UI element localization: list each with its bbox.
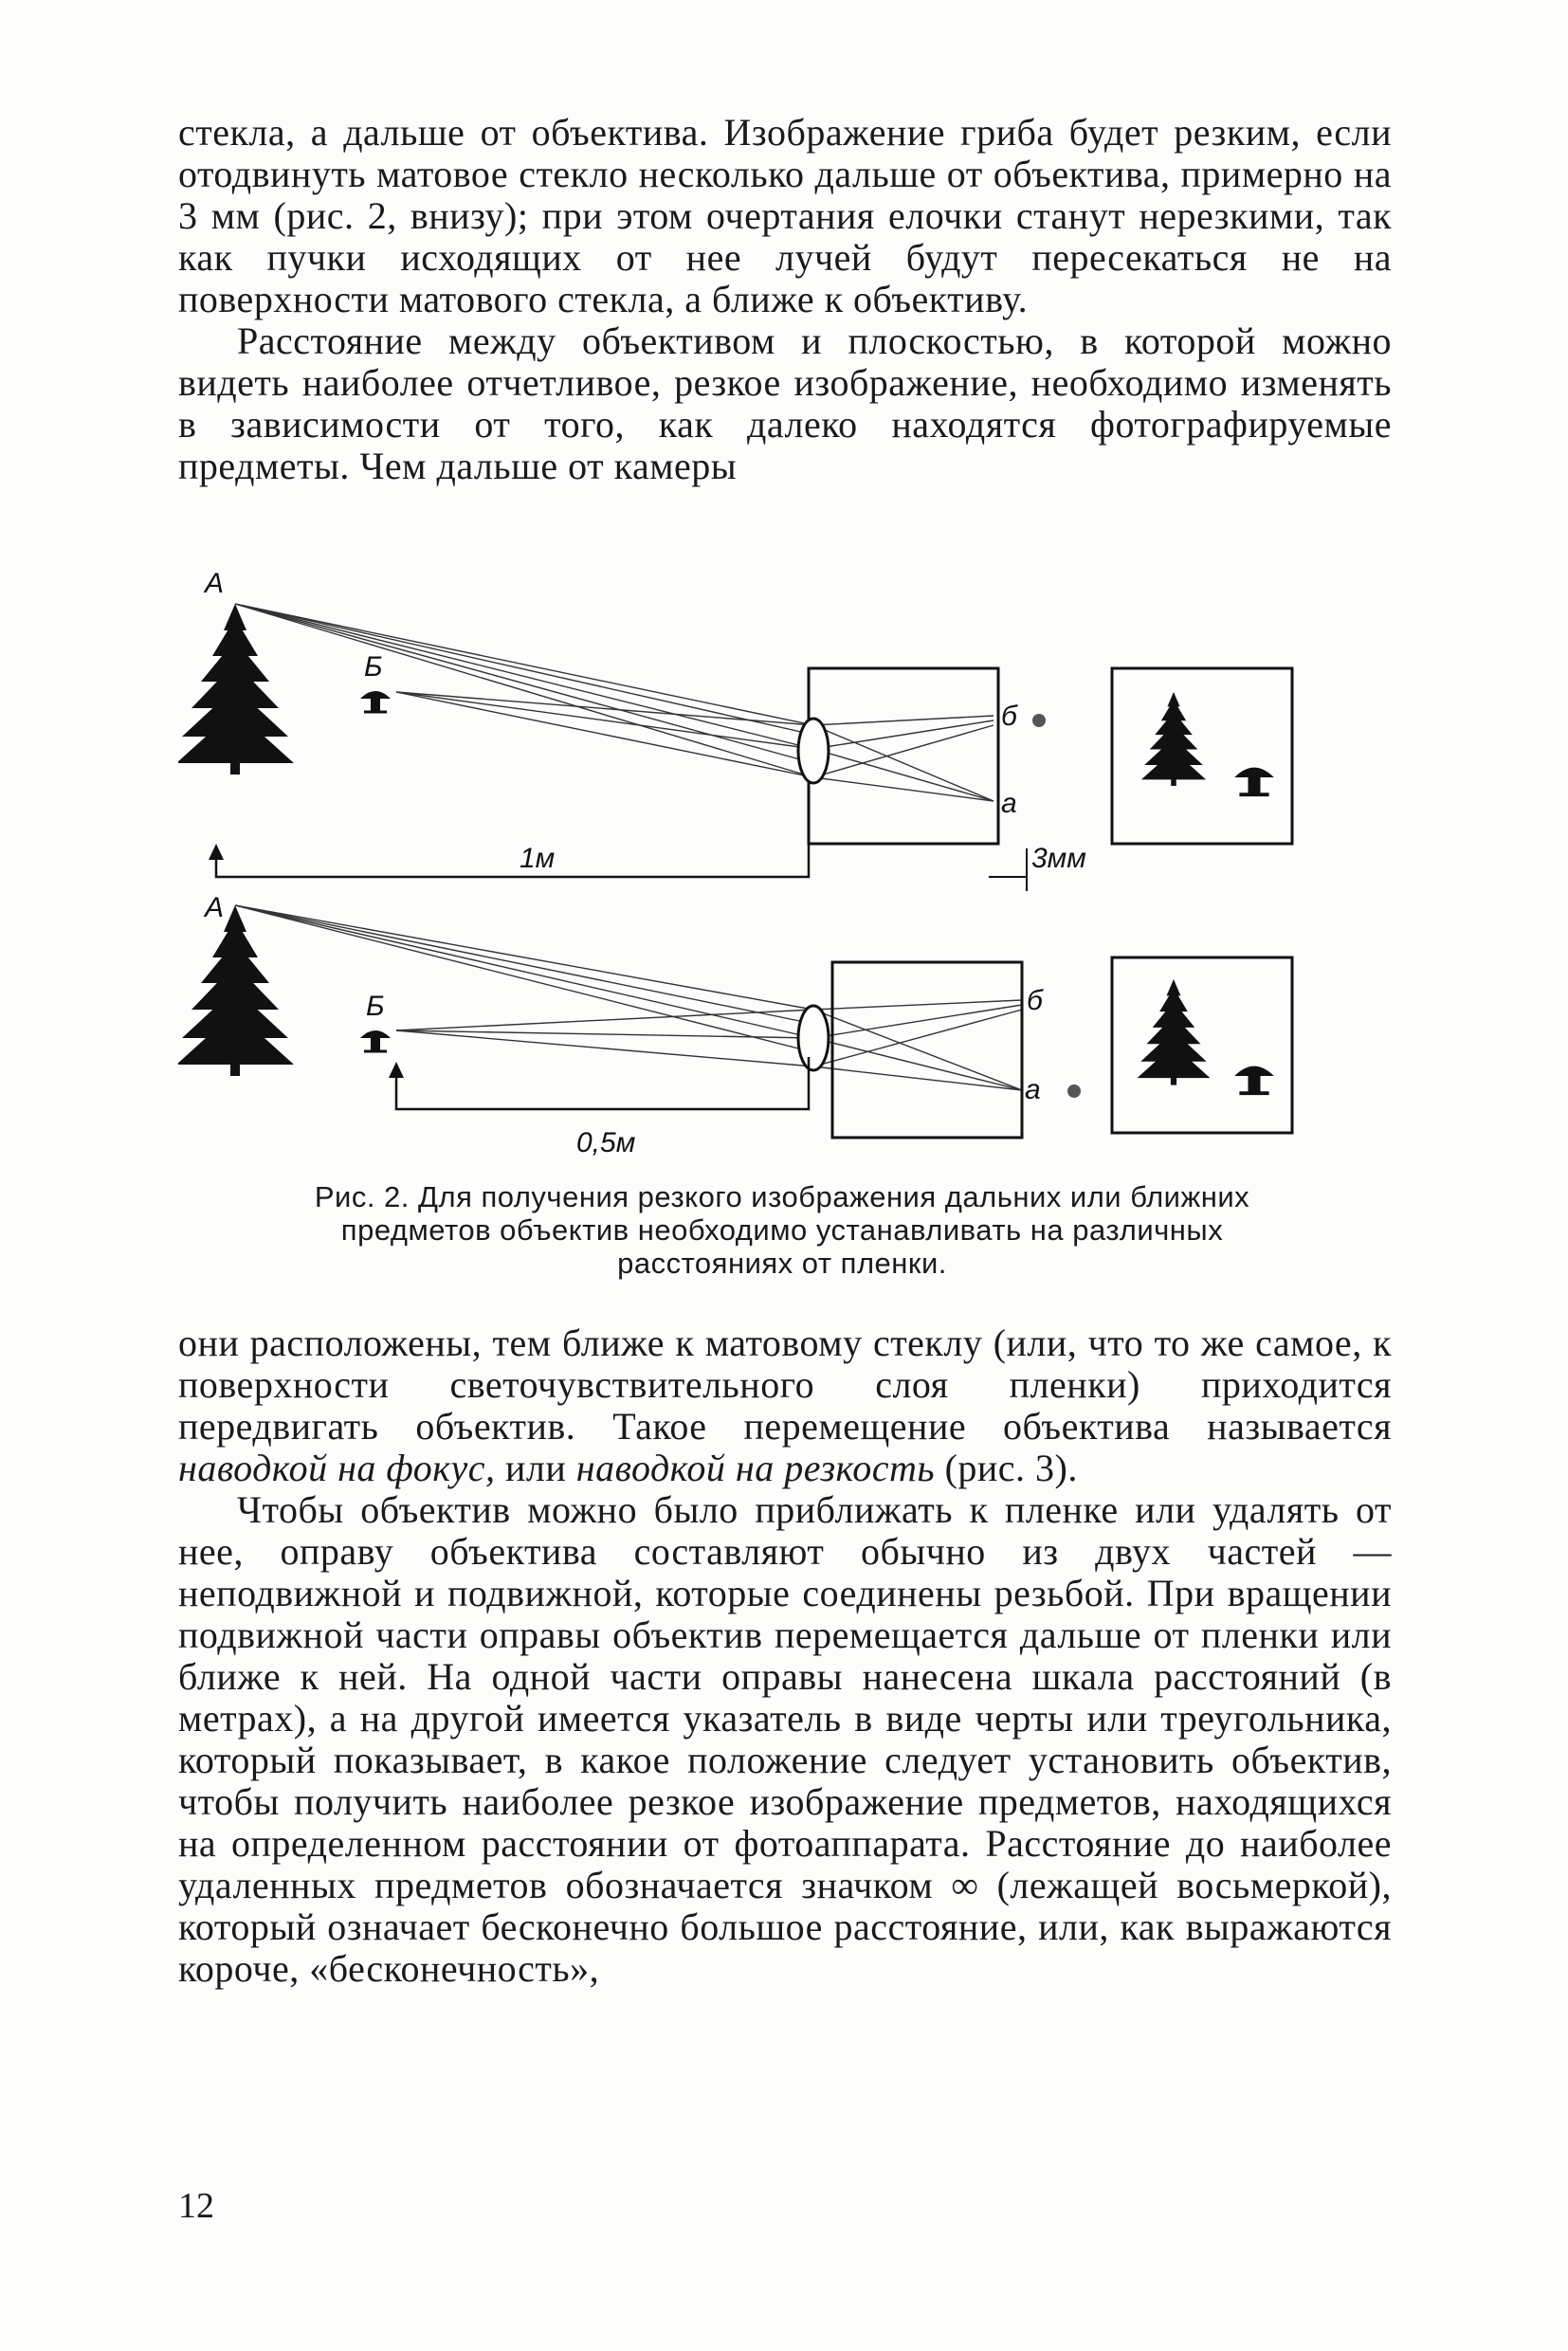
blurred-tree-bottom (1067, 1084, 1081, 1098)
dimension-1m (216, 839, 809, 877)
mushroom-preview-bottom-icon (1234, 1066, 1274, 1094)
label-a-top: а (1001, 788, 1017, 819)
term-sharpness: наводкой на резкость (575, 1447, 936, 1489)
figure-2 (178, 564, 1392, 1285)
mushroom-preview-top-icon (1234, 768, 1274, 795)
label-B-bottom: Б (366, 991, 385, 1022)
paragraph-3-mid: или (495, 1447, 576, 1489)
label-A-bottom: А (205, 892, 225, 923)
rays-bottom (235, 905, 1022, 1090)
frame-preview-top (1112, 668, 1292, 844)
label-3mm: 3мм (1031, 843, 1086, 874)
paragraph-3-end: (рис. 3). (935, 1447, 1078, 1489)
paragraph-4: Чтобы объектив можно было приближать к пленке или удалять от нее, оправу объектива составляют обычно из двух частей — неподвижной и подвижной, которые соединены резьбой. При вращении подвижной части оправы объектив перемещается дальше от пленки или ближе к ней. На одной части оправы нанесена шкала расстояний (в метрах), а на другой имеется указатель в виде черты или треугольника, который показывает, в какое положение следует установить объектив, чтобы получить наиболее резкое изображение предметов, находящихся на определенном расстоянии от фотоаппарата. Расстояние до наиболее удаленных предметов обозначается значком ∞ (лежащей восьмеркой), который означает бесконечно большое расстояние, или, как выражаются короче, «бесконечность», (178, 1488, 1392, 1990)
bottom-text-block (178, 1322, 1392, 1990)
paragraph-3 (178, 1322, 1392, 1489)
paragraph-3-start: они расположены, тем ближе к матовому стеклу (или, что то же самое, к поверхности светочувствительного слоя пленки) приходится передвигать объектив. Такое перемещение объектива называется (178, 1321, 1392, 1448)
mushroom-top-icon (360, 691, 391, 712)
label-1m: 1м (520, 843, 556, 874)
frame-preview-bottom (1112, 957, 1292, 1133)
rays-top (235, 604, 994, 801)
paragraph-2: Расстояние между объективом и плоскостью, в которой можно видеть наиболее отчетливое, резкое изображение, необходимо изменять в зависимости от того, как далеко находятся фотографируемые предметы. Чем дальше от камеры (178, 319, 1392, 487)
optics-diagram (178, 564, 1392, 1171)
label-A-top: А (205, 568, 225, 599)
label-B-top: Б (364, 651, 383, 683)
label-a-bottom: а (1025, 1074, 1041, 1105)
top-text-block (178, 112, 1392, 487)
tree-preview-bottom-icon (1138, 979, 1211, 1085)
label-05m: 0,5м (576, 1127, 636, 1158)
dimension-05m (396, 1057, 809, 1109)
label-b-bottom: б (1027, 985, 1043, 1016)
paragraph-1: стекла, а дальше от объектива. Изображение гриба будет резким, если отодвинуть матовое стекло несколько дальше от объектива, примерно на 3 мм (рис. 2, внизу); при этом очертания елочки станут нерезкими, так как пучки исходящих от нее лучей будут пересекаться не на поверхности матового стекла, а ближе к объективу. (178, 111, 1392, 320)
lens-bottom (798, 1006, 829, 1070)
tree-top-icon (178, 604, 294, 775)
blurred-mushroom-top (1032, 714, 1046, 727)
tree-preview-top-icon (1141, 692, 1206, 786)
lens-top (798, 719, 829, 783)
page-number: 12 (178, 2186, 214, 2226)
tree-bottom-icon (178, 905, 294, 1076)
figure-caption: Рис. 2. Для получения резкого изображения дальних или ближних предметов объектив необходимо устанавливать на различных расстояниях от пленки. (314, 1180, 1250, 1280)
mushroom-bottom-icon (360, 1030, 391, 1051)
label-b-top: б (1001, 701, 1017, 732)
term-focus: наводкой на фокус, (178, 1447, 496, 1489)
